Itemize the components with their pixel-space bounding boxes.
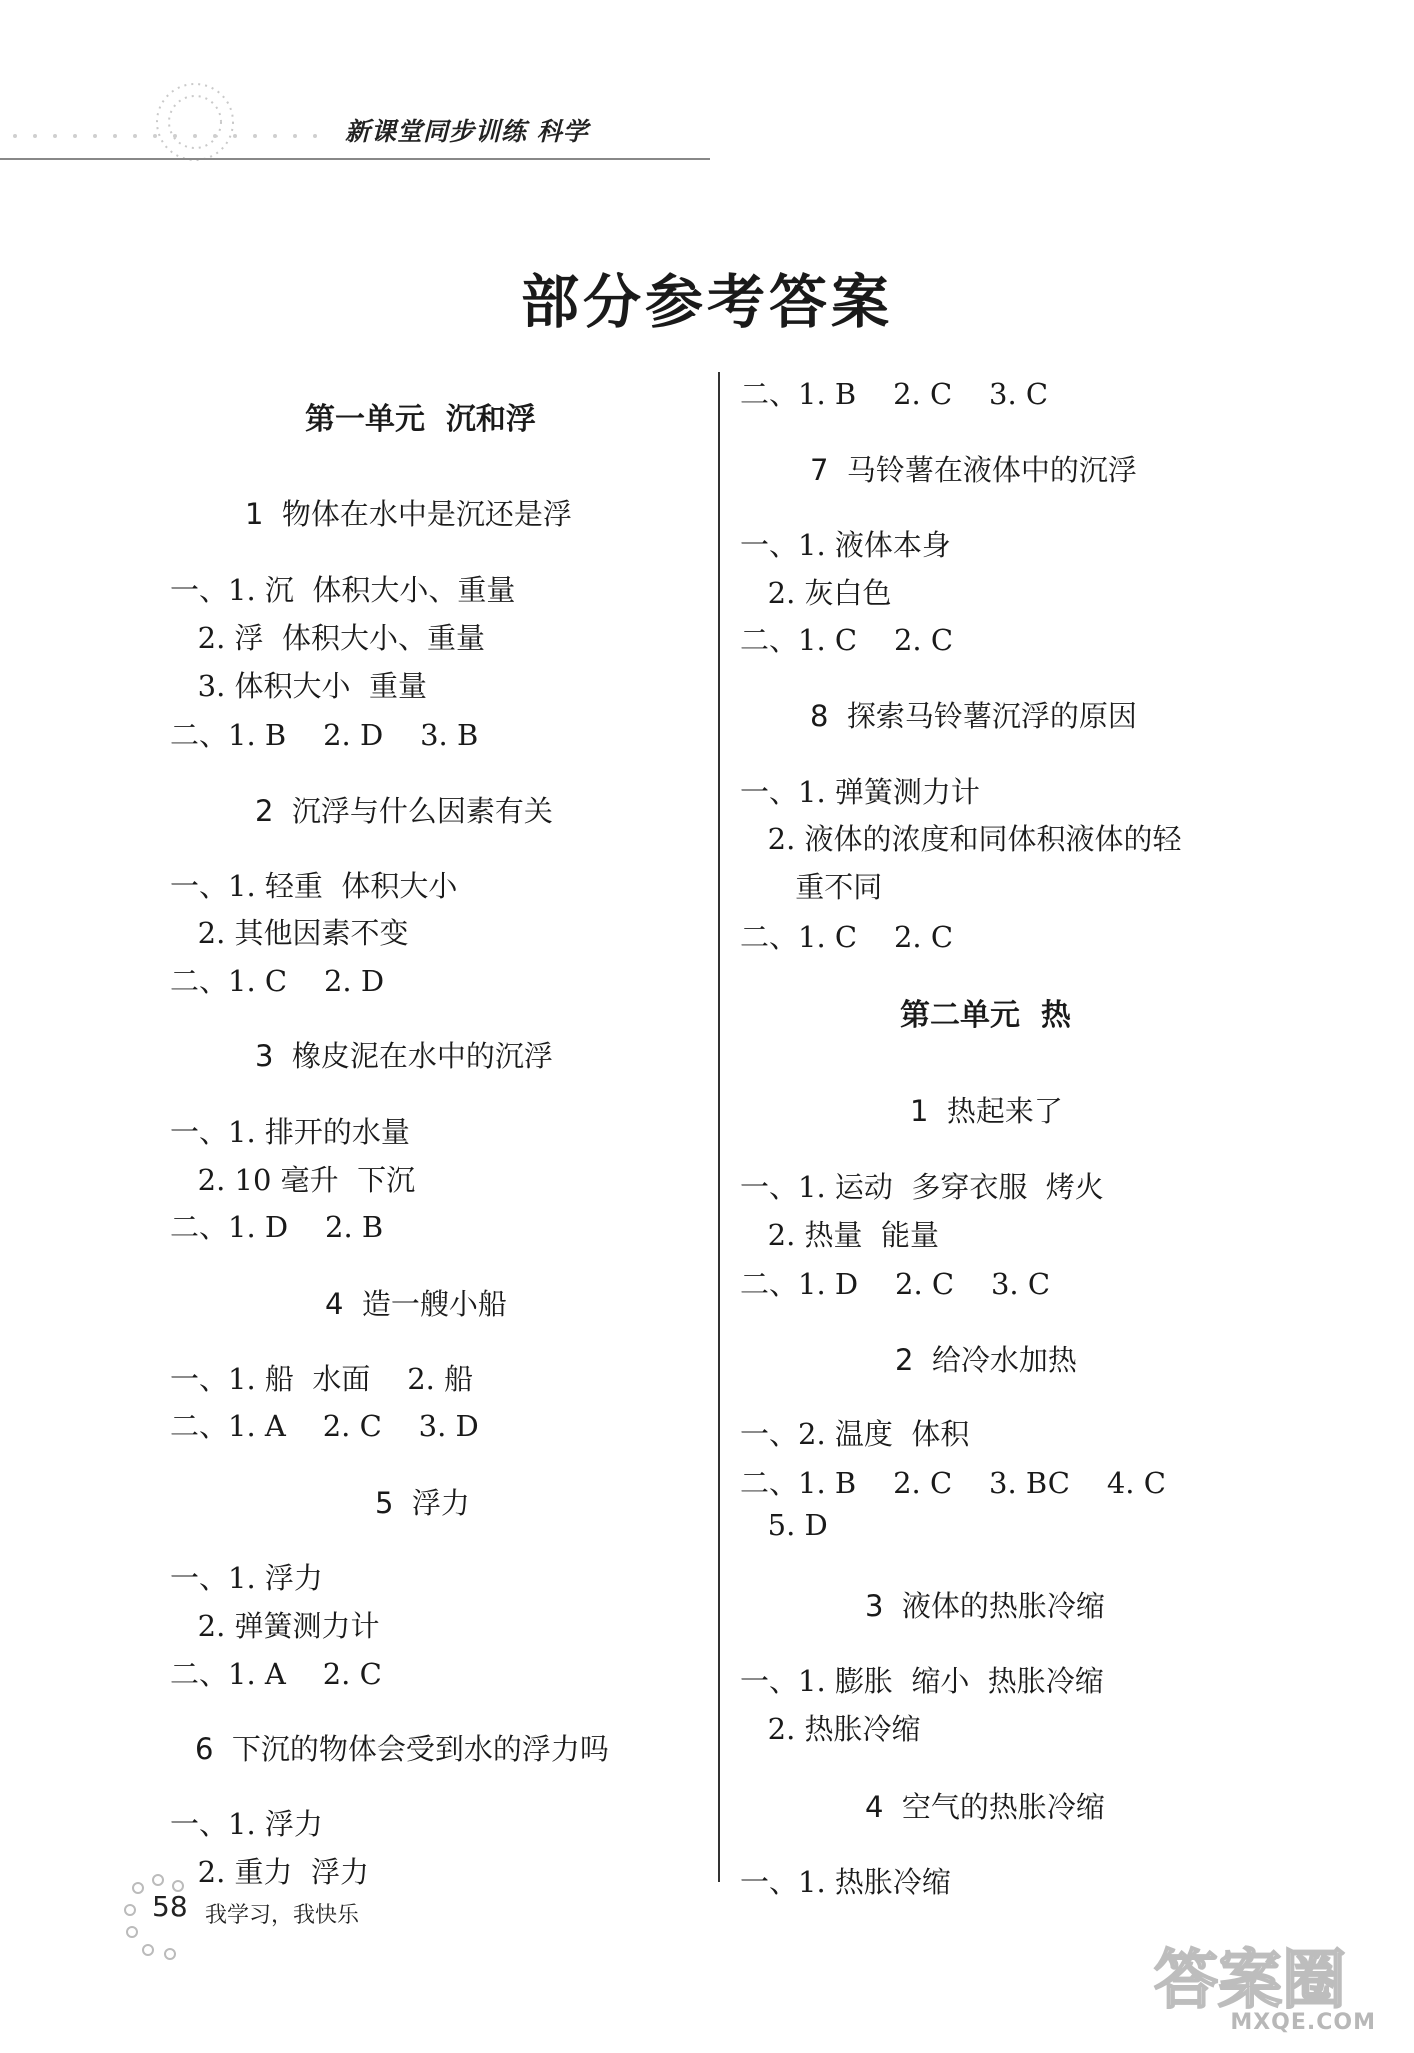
page-title: 部分参考答案	[520, 268, 893, 336]
header-series-title: 新课堂同步训练 科学	[345, 117, 589, 146]
answer-line: 5. D	[740, 1508, 828, 1542]
answer-line: 一、1. 热胀冷缩	[740, 1865, 951, 1899]
lesson-heading: 2 给冷水加热	[895, 1343, 1077, 1377]
watermark-logo-text: 答案圈	[1154, 1944, 1346, 2018]
answer-line: 一、1. 膨胀 缩小 热胀冷缩	[740, 1664, 1104, 1698]
page-number: 58	[152, 1890, 188, 1923]
header-rule	[0, 158, 710, 160]
answer-line: 二、1. B 2. D 3. B	[170, 718, 479, 752]
lesson-heading: 4 造一艘小船	[325, 1287, 507, 1321]
watermark-url: MXQE.COM	[1230, 2010, 1376, 2035]
lesson-heading: 8 探索马铃薯沉浮的原因	[810, 699, 1137, 733]
lesson-heading: 6 下沉的物体会受到水的浮力吗	[195, 1732, 609, 1766]
answer-line: 二、1. D 2. C 3. C	[740, 1267, 1051, 1301]
answer-line: 2. 浮 体积大小、重量	[170, 621, 485, 655]
header-decoration-icon	[130, 62, 260, 162]
answer-line: 2. 热量 能量	[740, 1218, 939, 1252]
column-divider	[718, 372, 720, 1882]
header-dots-decoration	[10, 126, 330, 146]
answer-line: 2. 液体的浓度和同体积液体的轻	[740, 822, 1182, 856]
unit-heading: 第一单元 沉和浮	[305, 402, 536, 437]
answer-line: 二、1. B 2. C 3. C	[740, 377, 1049, 411]
answer-line: 二、1. B 2. C 3. BC 4. C	[740, 1466, 1166, 1500]
answer-line: 二、1. A 2. C 3. D	[170, 1409, 479, 1443]
answer-line: 一、1. 沉 体积大小、重量	[170, 573, 516, 607]
answer-line: 2. 重力 浮力	[170, 1855, 369, 1889]
answer-line: 一、2. 温度 体积	[740, 1417, 970, 1451]
lesson-heading: 5 浮力	[375, 1486, 470, 1520]
answer-line: 一、1. 浮力	[170, 1561, 323, 1595]
answer-line: 一、1. 液体本身	[740, 528, 951, 562]
answer-line: 一、1. 弹簧测力计	[740, 775, 980, 809]
answer-line: 2. 弹簧测力计	[170, 1609, 380, 1643]
answer-line: 一、1. 排开的水量	[170, 1115, 410, 1149]
answer-line: 二、1. C 2. C	[740, 920, 954, 954]
lesson-heading: 3 液体的热胀冷缩	[865, 1589, 1105, 1623]
answer-line: 一、1. 船 水面 2. 船	[170, 1362, 474, 1396]
answer-line: 3. 体积大小 重量	[170, 669, 427, 703]
answer-line: 二、1. D 2. B	[170, 1210, 384, 1244]
footer-slogan: 我学习，我快乐	[205, 1903, 360, 1928]
lesson-heading: 1 热起来了	[910, 1094, 1063, 1128]
answer-line: 二、1. C 2. D	[170, 964, 385, 998]
unit-heading: 第二单元 热	[900, 998, 1071, 1033]
lesson-heading: 2 沉浮与什么因素有关	[255, 794, 553, 828]
lesson-heading: 3 橡皮泥在水中的沉浮	[255, 1039, 553, 1073]
answer-line: 2. 热胀冷缩	[740, 1712, 921, 1746]
answer-line: 2. 灰白色	[740, 576, 892, 610]
lesson-heading: 1 物体在水中是沉还是浮	[245, 497, 572, 531]
answer-line: 一、1. 轻重 体积大小	[170, 869, 458, 903]
answer-line: 一、1. 浮力	[170, 1807, 323, 1841]
lesson-heading: 7 马铃薯在液体中的沉浮	[810, 453, 1137, 487]
answer-line: 2. 10 毫升 下沉	[170, 1163, 416, 1197]
answer-line: 二、1. A 2. C	[170, 1657, 382, 1691]
answer-line: 一、1. 运动 多穿衣服 烤火	[740, 1170, 1104, 1204]
answer-line: 二、1. C 2. C	[740, 623, 954, 657]
answer-line: 2. 其他因素不变	[170, 916, 409, 950]
lesson-heading: 4 空气的热胀冷缩	[865, 1790, 1105, 1824]
answer-line: 重不同	[740, 870, 883, 904]
